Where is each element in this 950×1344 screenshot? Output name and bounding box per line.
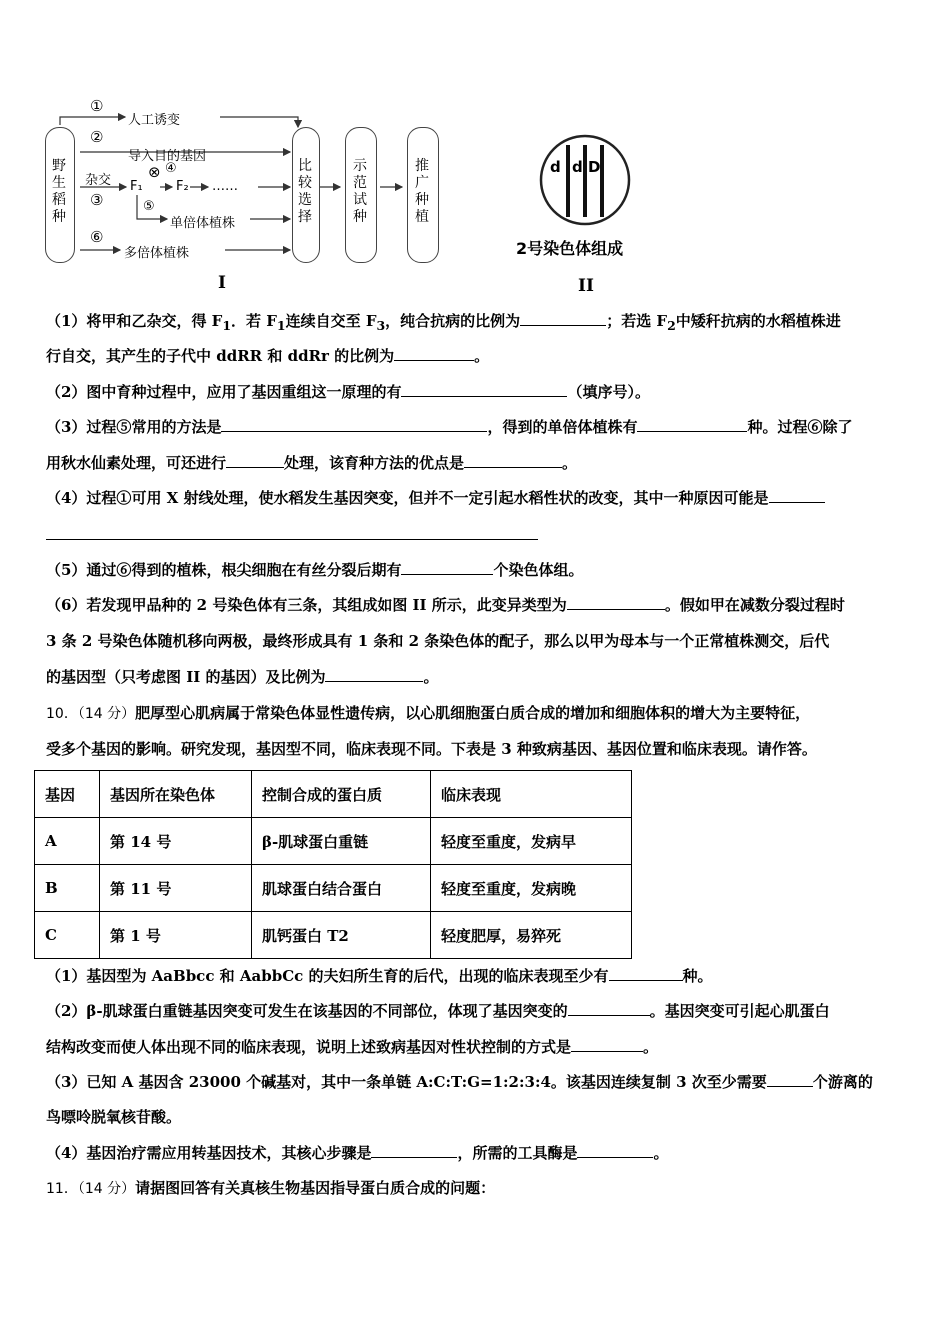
f1-label: F₁ (130, 179, 143, 194)
table-cell: 第 1 号 (100, 912, 252, 959)
figure1-label: I (218, 273, 226, 293)
answer-blank[interactable] (221, 417, 487, 432)
wild-rice-label: 野生稻种 (52, 158, 66, 225)
chromosome-1 (566, 145, 570, 217)
q10-intro-line2: 受多个基因的影响。研究发现，基因型不同，临床表现不同。下表是 3 种致病基因、基因位置和临床表现。请作答。 (46, 740, 817, 758)
chromosome-3 (600, 145, 604, 217)
table-cell: 第 11 号 (100, 865, 252, 912)
step5-number: ⑤ (143, 199, 155, 214)
q9-part5: （5）通过⑥得到的植株，根尖细胞在有丝分裂后期有 个染色体组。 (46, 561, 584, 579)
table-header: 基因 (35, 771, 100, 818)
q9-part6-line3: 的基因型（只考虑图 II 的基因）及比例为 。 (46, 668, 439, 686)
table-header-row (35, 771, 632, 818)
chromosome-circle (530, 130, 640, 240)
q10-part3-line1: （3）已知 A 基因含 23000 个碱基对，其中一条单链 A:C:T:G=1:2:3:4。该基因连续复制 3 次至少需要 个游离的 (46, 1073, 873, 1091)
q9-part6-line1: （6）若发现甲品种的 2 号染色体有三条，其组成如图 II 所示，此变异类型为 。假如甲在减数分裂过程时 (46, 596, 845, 614)
answer-blank[interactable] (609, 966, 683, 981)
answer-blank[interactable] (371, 1143, 457, 1158)
step3-number: ③ (90, 191, 104, 209)
table-cell: 肌球蛋白结合蛋白 (252, 865, 431, 912)
table-header: 基因所在染色体 (100, 771, 252, 818)
step4-number: ④ (165, 161, 177, 176)
step6-number: ⑥ (90, 228, 104, 246)
table-cell: 轻度至重度，发病晚 (431, 865, 632, 912)
q9-part3-line2: 用秋水仙素处理，可还进行 处理，该育种方法的优点是 。 (46, 454, 578, 472)
gene-label-1: d (550, 158, 561, 176)
breeding-diagram (40, 95, 440, 295)
answer-blank[interactable] (401, 560, 493, 575)
step6-label: 多倍体植株 (124, 246, 190, 261)
answer-blank[interactable] (226, 453, 284, 468)
q9-part4-answer-line[interactable] (46, 538, 538, 540)
answer-blank[interactable] (568, 1001, 650, 1016)
step1-label: 人工诱变 (128, 113, 181, 128)
q9-part4-line1: （4）过程①可用 X 射线处理，使水稻发生基因突变，但并不一定引起水稻性状的改变，其中一种原因可能是 (46, 488, 825, 508)
figure2-caption: 2号染色体组成 (516, 239, 624, 258)
table-cell: 肌钙蛋白 T2 (252, 912, 431, 959)
promote-label: 推广种植 (415, 158, 429, 225)
figure2-label: II (578, 276, 594, 296)
q10-intro-line1: 10．（14 分）肥厚型心肌病属于常染色体显性遗传病，以心肌细胞蛋白质合成的增加和细胞体积的增大为主要特征， (46, 704, 811, 722)
table-cell: 轻度至重度，发病早 (431, 818, 632, 865)
answer-blank[interactable] (577, 1143, 653, 1158)
answer-blank[interactable] (567, 595, 665, 610)
table-cell: B (35, 865, 100, 912)
table-cell: 轻度肥厚，易猝死 (431, 912, 632, 959)
compare-label: 比较选择 (298, 158, 312, 225)
answer-blank[interactable] (769, 488, 825, 503)
cross-label: 杂交 (85, 173, 112, 188)
table-cell: 第 14 号 (100, 818, 252, 865)
selfing-symbol: ⊗ (148, 163, 161, 181)
q10-part2-line1: （2）β-肌球蛋白重链基因突变可发生在该基因的不同部位，体现了基因突变的 。基因突变可引起心肌蛋白 (46, 1002, 830, 1020)
answer-blank[interactable] (571, 1037, 643, 1052)
answer-blank[interactable] (325, 667, 423, 682)
demo-label: 示范试种 (353, 158, 367, 225)
q9-part6-line2: 3 条 2 号染色体随机移向两极，最终形成具有 1 条和 2 条染色体的配子，那么以甲为母本与一个正常植株测交，后代 (46, 632, 830, 650)
gene-label-2: d (572, 158, 583, 176)
step2-number: ② (90, 128, 104, 146)
step1-number: ① (90, 97, 104, 115)
answer-blank[interactable] (767, 1072, 813, 1087)
chromosome-2 (583, 145, 587, 217)
answer-blank[interactable] (401, 382, 567, 397)
chromosome-figure (516, 130, 640, 300)
q10-part4: （4）基因治疗需应用转基因技术，其核心步骤是 ，所需的工具酶是 。 (46, 1144, 669, 1162)
q10-number: 10．（14 分） (46, 706, 136, 722)
answer-blank[interactable] (394, 346, 474, 361)
f2-label: F₂ (176, 179, 189, 194)
q9-part1-line2: 行自交，其产生的子代中 ddRR 和 ddRr 的比例为 。 (46, 347, 490, 365)
answer-blank[interactable] (464, 453, 562, 468)
table-row (35, 865, 632, 912)
gene-label-3: D (588, 158, 601, 176)
ellipsis: …… (212, 179, 238, 194)
table-cell: A (35, 818, 100, 865)
q9-part3-line1: （3）过程⑤常用的方法是 ，得到的单倍体植株有 种。过程⑥除了 (46, 418, 853, 436)
q11-line: 11．（14 分）请据图回答有关真核生物基因指导蛋白质合成的问题： (46, 1179, 496, 1197)
table-cell: β-肌球蛋白重链 (252, 818, 431, 865)
q10-part1: （1）基因型为 AaBbcc 和 AabbCc 的夫妇所生育的后代，出现的临床表现至少有 种。 (46, 967, 713, 985)
gene-table (34, 770, 632, 959)
q10-part2-line2: 结构改变而使人体出现不同的临床表现，说明上述致病基因对性状控制的方式是 。 (46, 1038, 659, 1056)
q10-part3-line2: 鸟嘌呤脱氧核苷酸。 (46, 1108, 182, 1126)
step2-label: 导入目的基因 (128, 149, 207, 164)
table-row (35, 818, 632, 865)
answer-blank[interactable] (637, 417, 747, 432)
step5-label: 单倍体植株 (170, 216, 236, 231)
q9-part2: （2）图中育种过程中，应用了基因重组这一原理的有 （填序号）。 (46, 383, 650, 401)
answer-blank[interactable] (520, 311, 606, 326)
q9-part1-line1: （1）将甲和乙杂交，得 $F_1$．若 $F_1$连续自交至 $F_3$，纯合抗病的比例为 ；若选 $F_2$中矮秆抗病的水稻植株进 (46, 312, 841, 333)
table-header: 临床表现 (431, 771, 632, 818)
table-row (35, 912, 632, 959)
table-cell: C (35, 912, 100, 959)
table-header: 控制合成的蛋白质 (252, 771, 431, 818)
q11-number: 11．（14 分） (46, 1181, 136, 1197)
